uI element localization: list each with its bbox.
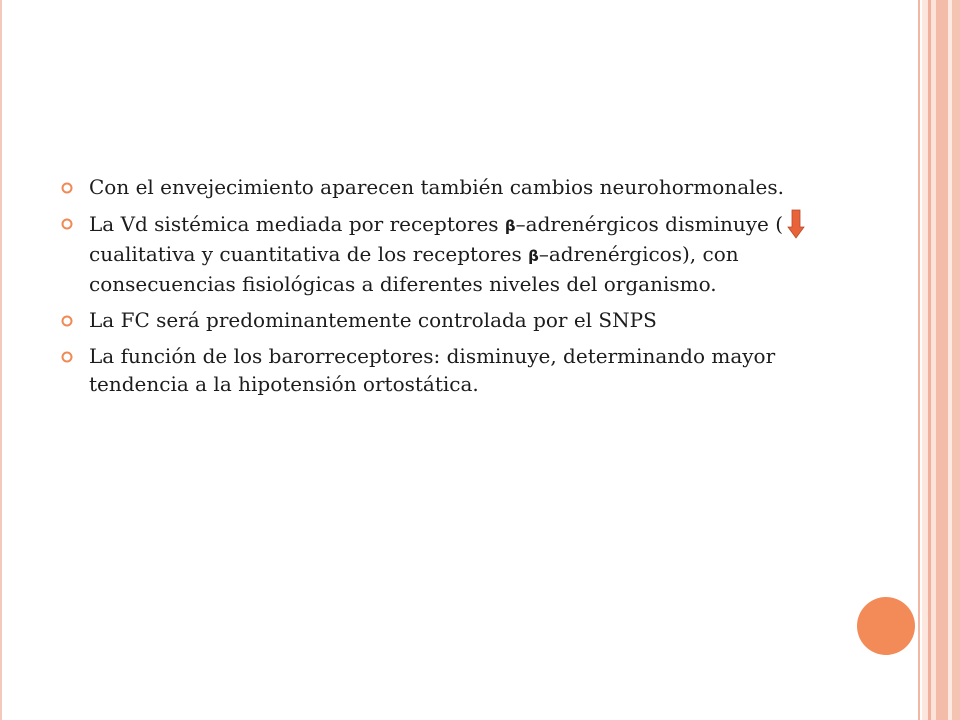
ring-bullet-icon: [60, 217, 74, 231]
ring-bullet-icon: [60, 350, 74, 364]
bullet-text-part: cualitativa y cuantitativa de los receptores: [89, 242, 529, 266]
bullet-text: La FC será predominantemente controlada por el SNPS: [89, 308, 657, 332]
decorative-circle: [857, 597, 915, 655]
list-item: [60, 173, 860, 201]
down-arrow-icon: [787, 209, 805, 239]
bullet-list: [60, 173, 860, 406]
left-border-line: [0, 0, 2, 720]
bullet-text: La función de los barorreceptores: disminuye, determinando mayor tendencia a la hipotensión ortostática.: [89, 344, 776, 396]
bullet-text-part: –adrenérgicos), con consecuencias fisiológicas a diferentes niveles del organismo.: [89, 242, 739, 296]
decorative-stripe: [952, 0, 960, 720]
ring-bullet-icon: [60, 181, 74, 195]
decorative-stripe: [936, 0, 948, 720]
list-item: [60, 306, 860, 334]
list-item: [60, 342, 860, 398]
decorative-stripe: [918, 0, 920, 720]
bullet-text: Con el envejecimiento aparecen también cambios neurohormonales.: [89, 175, 784, 199]
beta-symbol: β: [528, 247, 539, 265]
bullet-text-part: La Vd sistémica mediada por receptores: [89, 212, 505, 236]
bullet-text-part: –adrenérgicos disminuye (: [515, 212, 784, 236]
beta-symbol: β: [504, 217, 516, 235]
ring-bullet-icon: [60, 314, 74, 328]
list-item: [60, 209, 860, 298]
